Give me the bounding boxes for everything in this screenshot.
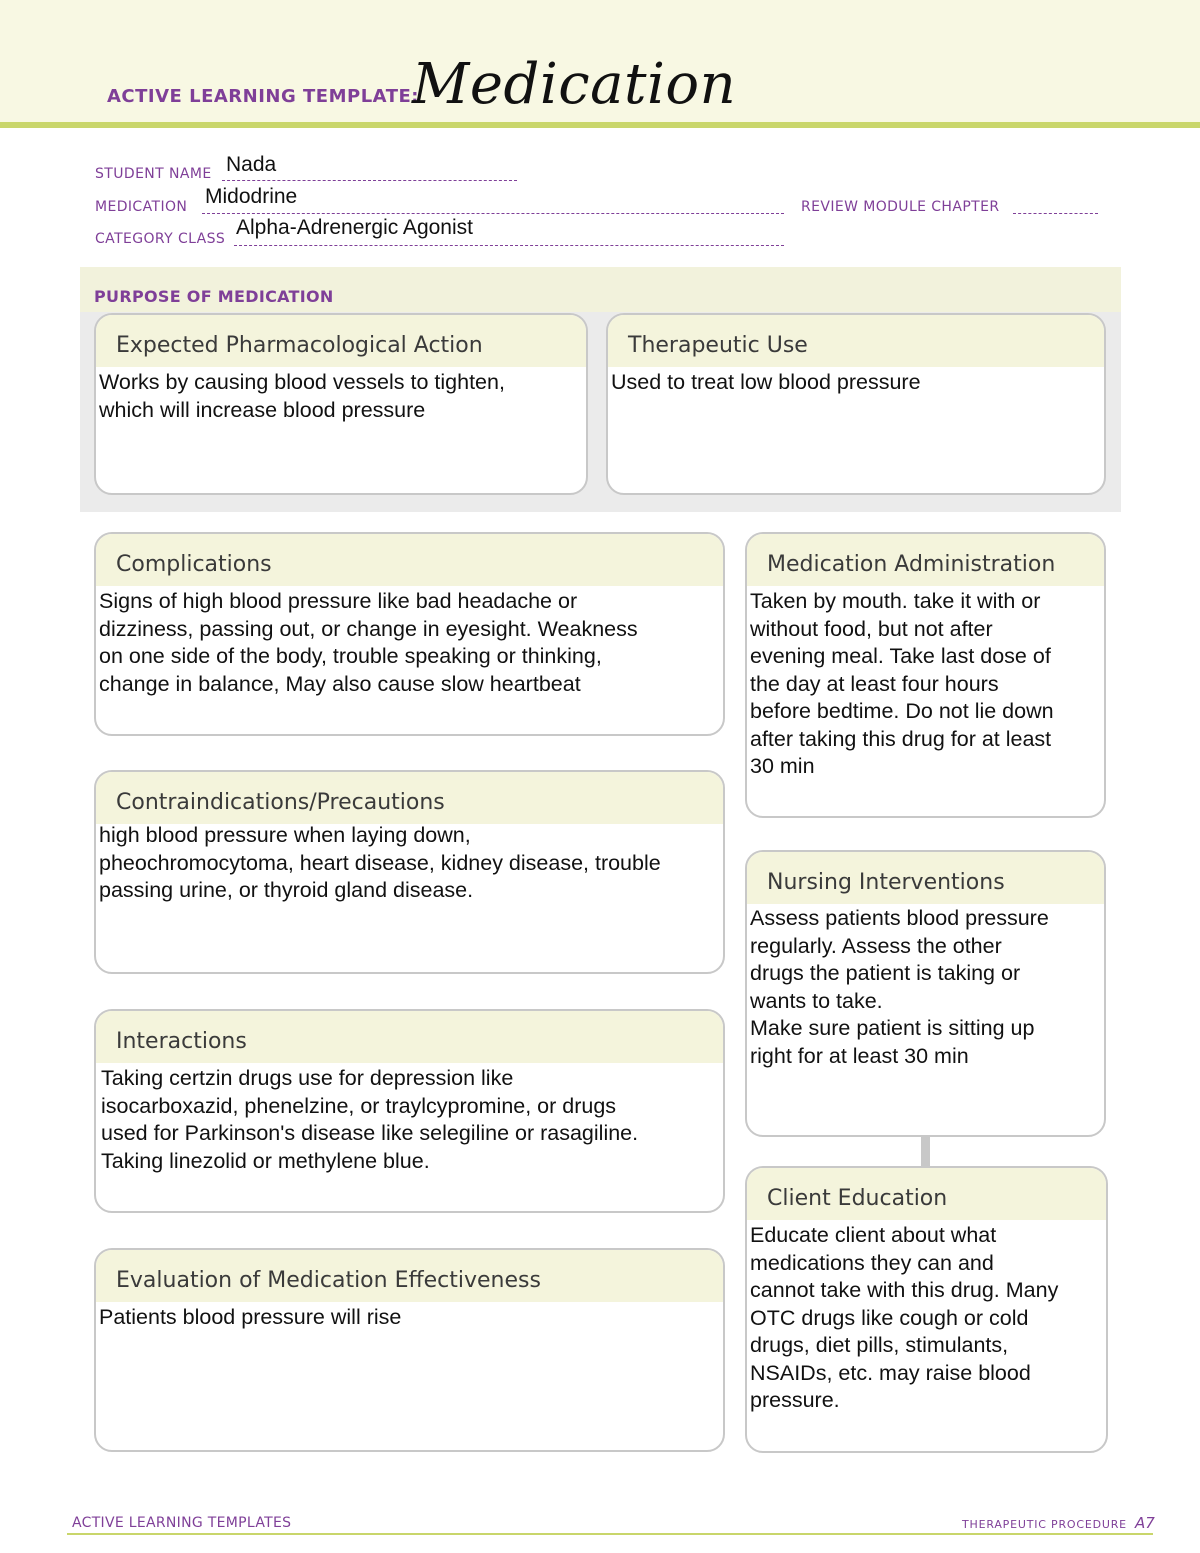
therapeutic-use-title: Therapeutic Use	[628, 333, 808, 358]
medication-administration-title: Medication Administration	[767, 552, 1056, 577]
purpose-title: PURPOSE OF MEDICATION	[94, 287, 334, 306]
complications-card	[94, 532, 725, 736]
medication-administration-text[interactable]: Taken by mouth. take it with or without food, but not after evening meal. Take last dose of the day at least four hours before bedtime. Do not lie down after taking this drug for at least 30 min	[750, 589, 1054, 778]
client-education-card	[745, 1166, 1108, 1453]
interactions-card	[94, 1009, 725, 1213]
complications-text[interactable]: Signs of high blood pressure like bad headache or dizziness, passing out, or change in eyesight. Weakness on one side of the body, trouble speaking or thinking, change in balance, May also cause slow heartbeat	[99, 589, 638, 696]
interactions-title: Interactions	[116, 1029, 247, 1054]
medication-field[interactable]: Midodrine	[205, 185, 298, 208]
header-rule	[0, 122, 1200, 128]
client-education-title: Client Education	[767, 1186, 948, 1211]
expected-action-title: Expected Pharmacological Action	[116, 333, 483, 358]
template-label: ACTIVE LEARNING TEMPLATE:	[107, 86, 419, 107]
complications-title: Complications	[116, 552, 272, 577]
medication-administration-card	[745, 532, 1106, 818]
footer-left: ACTIVE LEARNING TEMPLATES	[72, 1515, 292, 1531]
footer-rule	[67, 1533, 1153, 1535]
card-connector	[921, 1136, 930, 1166]
review-module-label: REVIEW MODULE CHAPTER	[801, 199, 1000, 215]
evaluation-title: Evaluation of Medication Effectiveness	[116, 1268, 541, 1293]
evaluation-card	[94, 1248, 725, 1452]
student-name-line	[222, 180, 517, 181]
contraindications-title: Contraindications/Precautions	[116, 790, 445, 815]
student-name-label: STUDENT NAME	[95, 166, 212, 182]
therapeutic-use-card	[606, 313, 1106, 495]
medication-label: MEDICATION	[95, 199, 188, 215]
review-module-line	[1013, 213, 1098, 214]
expected-action-card	[94, 313, 588, 495]
nursing-interventions-text[interactable]: Assess patients blood pressure regularly. Assess the other drugs the patient is taking or wants to take. Make sure patient is sitting up right for at least 30 min	[750, 906, 1049, 1068]
medication-line	[202, 213, 784, 214]
nursing-interventions-card	[745, 850, 1106, 1137]
category-class-field[interactable]: Alpha-Adrenergic Agonist	[236, 216, 473, 239]
page-title: Medication	[412, 52, 737, 117]
client-education-text[interactable]: Educate client about what medications they can and cannot take with this drug. Many OTC drugs like cough or cold drugs, diet pills, stimulants, NSAIDs, etc. may raise blood pressure.	[750, 1223, 1059, 1412]
expected-action-text[interactable]: Works by causing blood vessels to tighten, which will increase blood pressure	[99, 370, 505, 422]
interactions-text[interactable]: Taking certzin drugs use for depression like isocarboxazid, phenelzine, or traylcypromine, or drugs used for Parkinson's disease like selegiline or rasagiline. Taking linezolid or methylene blue.	[101, 1066, 639, 1173]
category-class-label: CATEGORY CLASS	[95, 231, 226, 247]
category-class-line	[234, 245, 784, 246]
contraindications-card	[94, 770, 725, 974]
page-number: A7	[1135, 1514, 1155, 1532]
therapeutic-use-text[interactable]: Used to treat low blood pressure	[611, 370, 921, 394]
student-name-field[interactable]: Nada	[226, 153, 277, 176]
nursing-interventions-title: Nursing Interventions	[767, 870, 1005, 895]
contraindications-text[interactable]: high blood pressure when laying down, pheochromocytoma, heart disease, kidney disease, trouble passing urine, or thyroid gland disease.	[99, 823, 661, 902]
evaluation-text[interactable]: Patients blood pressure will rise	[99, 1305, 402, 1329]
footer-right: THERAPEUTIC PROCEDURE	[962, 1518, 1127, 1531]
